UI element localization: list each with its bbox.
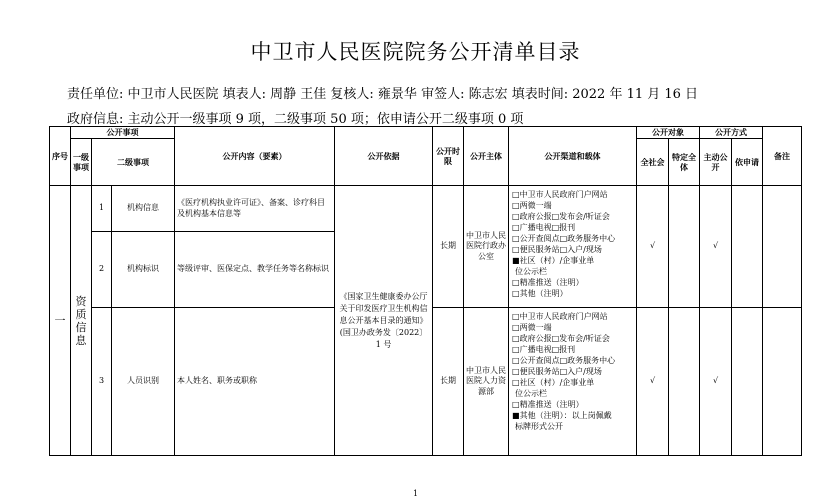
- group-level1: 资质信息: [71, 186, 92, 456]
- row-number: 3: [92, 308, 112, 456]
- channel-option: □政府公报□发布会/听证会: [512, 212, 610, 221]
- row-society-check: √: [637, 186, 669, 308]
- disclosure-summary-line: 政府信息: 主动公开一级事项 9 项，二级事项 50 项；依申请公开二级事项 0 项: [67, 112, 524, 127]
- row-time: 长期: [433, 308, 464, 456]
- header-time: 公开时限: [433, 127, 464, 186]
- row-number: 1: [92, 186, 112, 232]
- channel-option: □政府公报□发布会/听证会: [512, 334, 610, 343]
- row-specific-check: [669, 186, 700, 308]
- channel-option: □广播电视□报刊: [512, 223, 576, 232]
- row-content: 等级评审、医保定点、教学任务等名称标识: [175, 232, 335, 308]
- channel-option: □两微一端: [512, 323, 552, 332]
- channel-option: □其他（注明）: [512, 289, 568, 298]
- row-request-check: [732, 186, 763, 308]
- row-channels: [509, 308, 637, 456]
- row-specific-check: [669, 308, 700, 456]
- header-specific: 特定全体: [669, 139, 700, 186]
- row-channels: [509, 186, 637, 308]
- header-method-group: 公开方式: [700, 127, 763, 139]
- channel-option: 位公示栏: [515, 389, 548, 398]
- row-remark: [763, 308, 802, 456]
- group-seq: 一: [50, 186, 71, 456]
- row-item: 人员识别: [112, 308, 175, 456]
- header-content: 公开内容（要素）: [175, 127, 335, 186]
- row-society-check: √: [637, 308, 669, 456]
- row-item: 机构信息: [112, 186, 175, 232]
- header-scope-group: 公开事项: [71, 127, 175, 139]
- header-society: 全社会: [637, 139, 669, 186]
- row-number: 2: [92, 232, 112, 308]
- channel-option: □精准推送（注明）: [512, 400, 584, 409]
- channel-option: ■其他（注明）：以上岗佩戴: [512, 411, 612, 420]
- channel-option: □两微一端: [512, 201, 552, 210]
- disclosure-basis: 《国家卫生健康委办公厅关于印发医疗卫生机构信息公开基本目录的通知》(国卫办政务发〔2022〕1 号: [335, 186, 433, 456]
- channel-option: □公开查阅点□政务服务中心: [512, 356, 616, 365]
- channel-option: □便民服务站□入户/现场: [512, 367, 602, 376]
- row-time: 长期: [433, 186, 464, 308]
- row-remark: [763, 186, 802, 308]
- channel-option: □社区（村）/企事业单: [512, 378, 595, 387]
- table-row: [50, 186, 802, 232]
- row-active-check: √: [700, 186, 732, 308]
- disclosure-table: [49, 126, 802, 456]
- header-target-group: 公开对象: [637, 127, 700, 139]
- header-seq: 序号: [50, 127, 71, 186]
- channel-option: □中卫市人民政府门户网站: [512, 190, 608, 199]
- channel-option: ■社区（村）/企事业单: [512, 256, 595, 265]
- header-remark: 备注: [763, 127, 802, 186]
- channel-option: □便民服务站□入户/现场: [512, 245, 602, 254]
- page-title: 中卫市人民医院院务公开清单目录: [250, 40, 581, 64]
- row-subject: 中卫市人民医院行政办公室: [464, 186, 509, 308]
- row-content: 本人姓名、职务或职称: [175, 308, 335, 456]
- header-channel: 公开渠道和载体: [509, 127, 637, 186]
- channel-option: 位公示栏: [515, 267, 548, 276]
- channel-option: □公开查阅点□政务服务中心: [512, 234, 616, 243]
- page-number: 1: [412, 489, 419, 498]
- header-basis: 公开依据: [335, 127, 433, 186]
- row-subject: 中卫市人民医院人力资源部: [464, 308, 509, 456]
- header-subject: 公开主体: [464, 127, 509, 186]
- header-request: 依申请: [732, 139, 763, 186]
- responsibility-line: 责任单位: 中卫市人民医院 填表人: 周静 王佳 复核人: 雍景华 审签人: 陈志宏 填表时间: 2022 年 11 月 16 日: [67, 87, 699, 102]
- channel-option: □精准推送（注明）: [512, 278, 584, 287]
- channel-option: □中卫市人民政府门户网站: [512, 312, 608, 321]
- row-item: 机构标识: [112, 232, 175, 308]
- header-active: 主动公开: [700, 139, 732, 186]
- row-request-check: [732, 308, 763, 456]
- channel-option: 标牌形式公开: [515, 422, 564, 431]
- header-level1: 一级事项: [71, 139, 92, 186]
- row-active-check: √: [700, 308, 732, 456]
- channel-option: □广播电视□报刊: [512, 345, 576, 354]
- header-level2: 二级事项: [92, 139, 175, 186]
- row-content: 《医疗机构执业许可证》、备案、诊疗科目及机构基本信息等: [175, 186, 335, 232]
